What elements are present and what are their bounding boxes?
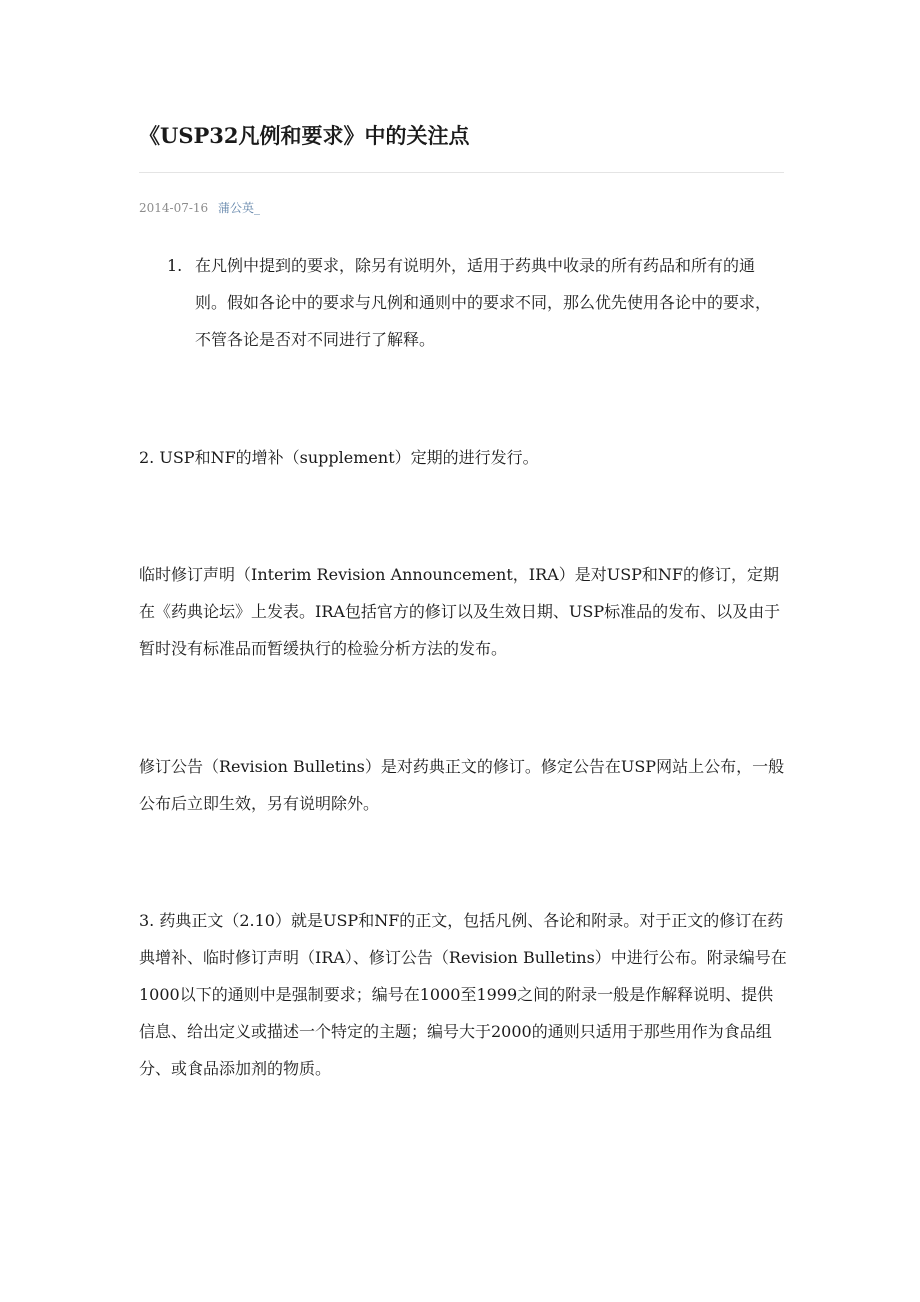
publish-date: 2014-07-16 <box>139 201 209 215</box>
title-divider <box>139 172 784 173</box>
list-item-text: 在凡例中提到的要求，除另有说明外，适用于药典中收录的所有药品和所有的通则。假如各论中的要求与凡例和通则中的要求不同，那么优先使用各论中的要求，不管各论是否对不同进行了解释。 <box>195 256 772 349</box>
author-link[interactable]: 蒲公英_ <box>218 201 261 215</box>
paragraph-revision-bulletins: 修订公告（Revision Bulletins）是对药典正文的修订。修定公告在USP网站上公布，一般公布后立即生效，另有说明除外。 <box>139 757 785 813</box>
paragraph-ira: 临时修订声明（Interim Revision Announcement，IRA）是对USP和NF的修订，定期在《药典论坛》上发表。IRA包括官方的修订以及生效日期、USP标准品的发布、以及由于暂时没有标准品而暂缓执行的检验分析方法的发布。 <box>139 565 781 658</box>
paragraph-official-text: 3. 药典正文（2.10）就是USP和NF的正文，包括凡例、各论和附录。对于正文的修订在药典增补、临时修订声明（IRA）、修订公告（Revision Bulletins）中进行公布。附录编号在1000以下的通则中是强制要求；编号在1000至1999之间的附录一般是作解释说明、提供信息、给出定义或描述一个特定的主题；编号大于2000的通则只适用于那些用作为食品组分、或食品添加剂的物质。 <box>139 911 787 1078</box>
paragraph-supplement: 2. USP和NF的增补（supplement）定期的进行发行。 <box>139 448 539 467</box>
list-item-number: 1. <box>167 256 183 275</box>
article-meta <box>139 198 260 218</box>
article-title: 《USP32凡例和要求》中的关注点 <box>139 123 470 148</box>
